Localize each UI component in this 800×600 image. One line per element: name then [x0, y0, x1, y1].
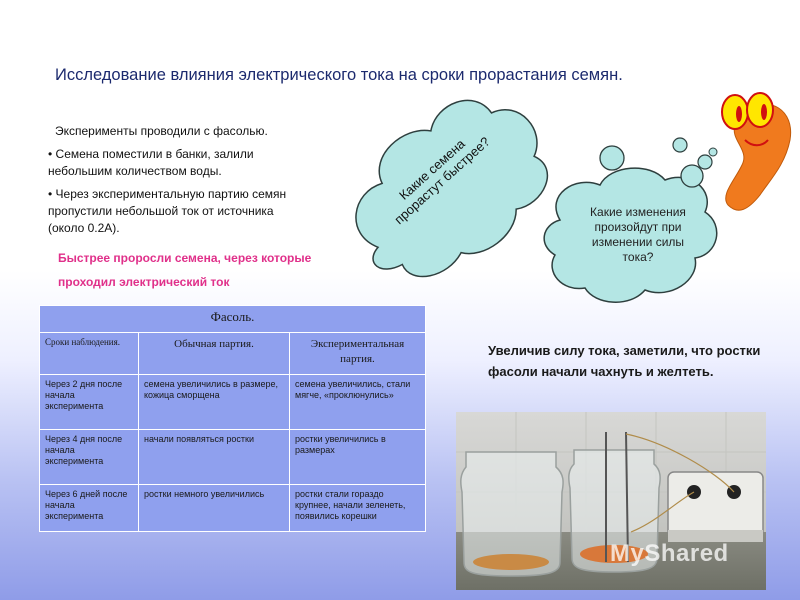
- jar-control-icon: [461, 452, 563, 576]
- thought-cloud-1: [324, 72, 576, 308]
- cloud-question-2: Какие изменения произойдут при изменении силы тока?: [590, 205, 686, 264]
- table-cell: семена увеличились в размере, кожица сморщена: [139, 375, 290, 430]
- cloud-question-1: Какие семена прорастут быстрее?: [391, 133, 493, 228]
- column-header-experimental: Экспериментальная партия.: [290, 333, 426, 375]
- intro-text: Эксперименты проводили с фасолью.: [55, 124, 268, 138]
- table-row: [40, 430, 426, 485]
- bullet-item-1: • Семена поместили в банки, залили небольшим количеством воды.: [48, 147, 254, 178]
- slide-title: Исследование влияния электрического тока на сроки прорастания семян.: [55, 66, 623, 84]
- bullet-item-2: • Через экспериментальную партию семян пропустили небольшой ток от источника (около 0.2А).: [48, 187, 287, 235]
- table-cell: ростки увеличились в размерах: [290, 430, 426, 485]
- table-row: [40, 375, 426, 430]
- table-row: [40, 485, 426, 532]
- table-cell: начали появляться ростки: [139, 430, 290, 485]
- table-cell: семена увеличились, стали мягче, «проклюнулись»: [290, 375, 426, 430]
- worm-character-icon: [722, 93, 791, 210]
- column-header-period: Сроки наблюдения.: [40, 333, 139, 375]
- table-cell: Через 4 дня после начала эксперимента: [40, 430, 139, 485]
- table-cell: ростки немного увеличились: [139, 485, 290, 532]
- observation-table: [39, 305, 426, 532]
- highlight-conclusion: Быстрее проросли семена, через которые проходил электрический ток: [58, 251, 312, 289]
- table-cell: Через 2 дня после начала эксперимента: [40, 375, 139, 430]
- table-cell: ростки стали гораздо крупнее, начали зеленеть, появились корешки: [290, 485, 426, 532]
- watermark-logo: MyShared: [610, 540, 729, 567]
- column-header-control: Обычная партия.: [139, 333, 290, 375]
- table-title: Фасоль.: [40, 306, 426, 333]
- result-text: Увеличив силу тока, заметили, что ростки фасоли начали чахнуть и желтеть.: [488, 343, 761, 379]
- table-cell: Через 6 дней после начала эксперимента: [40, 485, 139, 532]
